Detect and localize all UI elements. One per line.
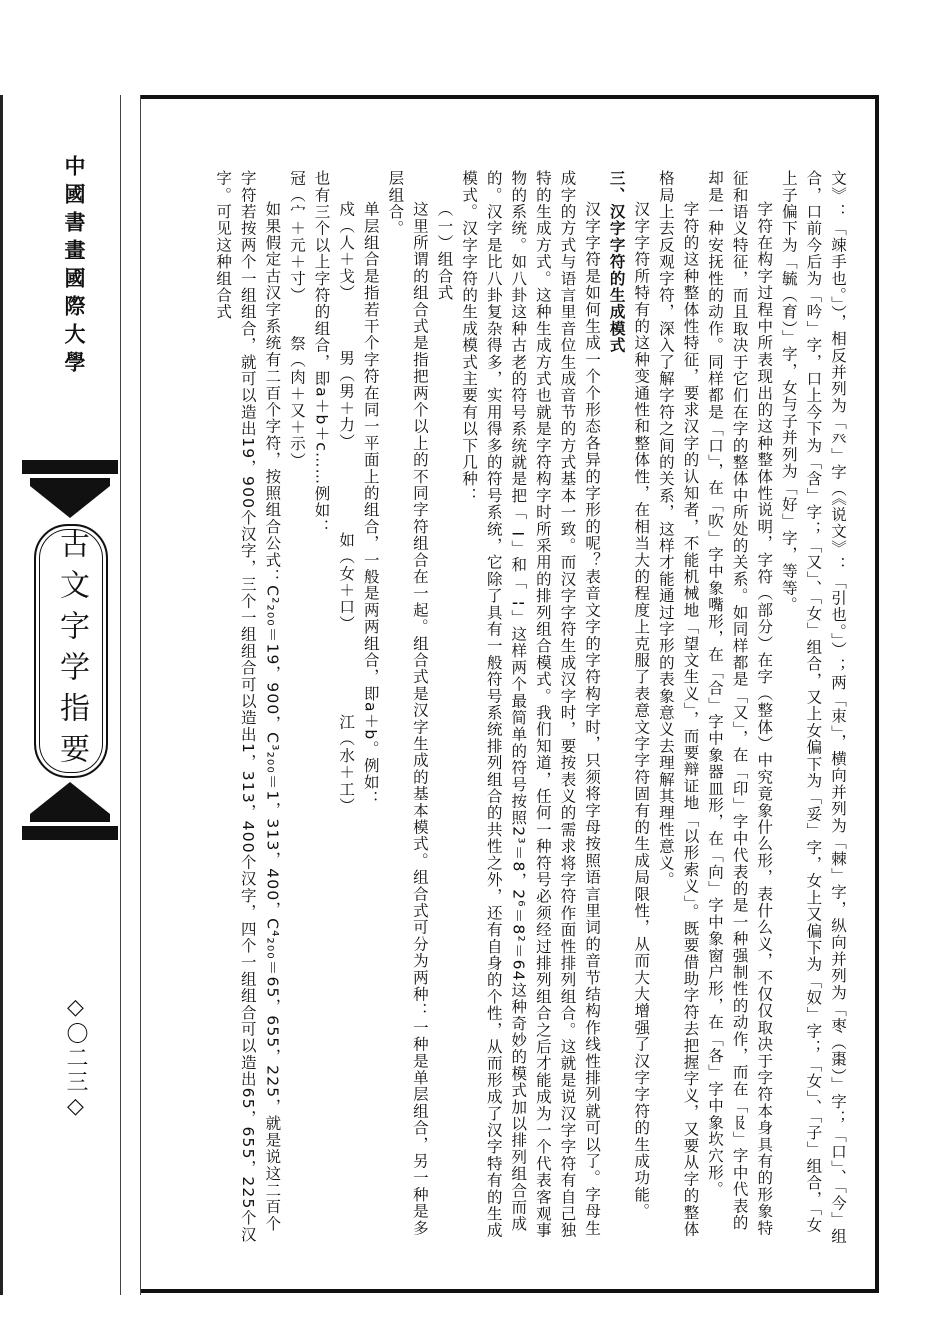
paragraph: 文》：「竦手也。」），相反并列为「癶」字（《说文》：「引也。」）；两「朿」，横向并列为「棘」字，纵向并列为「枣（棗）」字；「口」、「今」组合，口前今后为「吟」字，口上今下为「含」字；「又」、「女」组合，又上女偏下为「妥」字，女上又偏下为「奴」字；「女」、「子」组合，「女上子偏下为「毓（育）」字，女与子并列为「好」字，等等。 <box>779 170 847 1245</box>
page-number: ◇〇二三◇ <box>63 995 88 1121</box>
panel-bottom-band <box>22 826 118 840</box>
example-list <box>284 170 309 1245</box>
example-item: 如（女＋口） <box>337 531 356 625</box>
sidebar-border-inner <box>120 95 121 1295</box>
paragraph: 字符的这种整体性特征，要求汉字的认知者，不能机械地「望文生义」，而要辩证地「以形索义」。既要借助字符去把握字义，又要从字的整体格局上去反观字符，深入了解字符之间的关系，这样才能通过字形的表象意义去理解其理性意义。 <box>656 170 700 1238</box>
paragraph: 也有三个以上字符的组合，即a＋b＋c……例如： <box>312 170 331 536</box>
panel-top-ornament <box>30 478 110 518</box>
example-list <box>334 170 359 1245</box>
sidebar-border-left <box>0 95 3 1295</box>
sub-heading: （一）组合式 <box>435 201 454 302</box>
book-title-panel <box>22 460 118 840</box>
paragraph: 字符在构字过程中所表现出的这种整体性说明，字符（部分）在字（整体）中究竟象什么形，表什么义，不仅仅取决于字符本身具有的形象特征和语义特征，而且取决于它们在字的整体中所处的关系。如同样都是「又」，在「印」字中代表的是一种强制性的动作，而在「𠬝」字中代表的却是一种安抚性的动作。同样都是「口」，在「吹」字中象嘴形，在「合」字中象器皿形，在「向」字中象窗户形，在「各」字中象坎穴形。 <box>706 170 774 1237</box>
book-title-frame <box>34 524 108 778</box>
paragraph: 如果假定古汉字系统有二百个字符，按照组合公式：C²₂₀₀＝19，900，C³₂₀₀＝1，313，400，C⁴₂₀₀＝65，655，225，就是说这二百个字符若按两个一组组合，就可以造出19，900个汉字，三个一组组合可以造出1，313，400个汉字，四个一组组合可以造出65，655，225个汉字。可见这种组合式 <box>214 170 282 1243</box>
paragraph: 汉字字符是如何生成一个个形态各异的字形的呢？表音文字的字符构字时，只须将字母按照语言里词的音节结构作线性排列就可以了。字母生成字的方式与语言里音位生成音节的方式基本一致。而汉字字符生成汉字时，要按表义的需求将字符作面性排列组合。这就是说汉字字符有自己独特的生成方式。这种生成方式也就是字符构字时所采用的排列组合模式。我们知道，任何一种符号必须经过排列组合之后才能成为一个代表客观事物的系统。如八卦这种古老的符号系统就是把「⚊」和「⚋」这样两个最简单的符号按照2³＝8，2⁶＝8²＝64这种奇妙的模式加以排列组合而成的。汉字是比八卦复杂得多，实用得多的符号系统，它除了具有一般符号系统排列组合的共性之外，还有自身的个性，从而形成了汉字特有的生成模式。汉字字符的生成模式主要有以下几种： <box>460 170 602 1239</box>
section-heading: 三、汉字字符的生成模式 <box>607 170 626 354</box>
example-item: 男（男＋力） <box>337 349 356 443</box>
example-item: 戍（人＋戈） <box>337 201 356 294</box>
panel-bottom-ornament <box>30 782 110 822</box>
example-item: 冠（宀＋元＋寸） <box>287 170 306 296</box>
paragraph: 汉字字符所特有的这种变通性和整体性，在相当大的程度上克服了表意文字字符固有的生成局限性，从而大大增强了汉字字符的生成功能。 <box>632 201 651 1220</box>
institution-name: 中國書畫國際大學 <box>62 155 86 379</box>
example-item: 江（水＋工） <box>337 713 356 815</box>
panel-top-band <box>22 460 118 474</box>
paragraph: 这里所谓的组合式是指把两个以上的不同字符组合在一起。组合式是汉字生成的基本模式。组合式可分为两种：一种是单层组合，另一种是多层组合。 <box>386 170 429 1237</box>
book-title: 古文字学指要 <box>54 528 89 774</box>
sidebar <box>0 95 140 1295</box>
paragraph: 单层组合是指若干个字符在同一平面上的组合，一般是两两组合，即a＋b。例如： <box>361 201 380 808</box>
body-text <box>150 170 850 1245</box>
example-item: 祭（肉＋又＋示） <box>287 335 306 469</box>
